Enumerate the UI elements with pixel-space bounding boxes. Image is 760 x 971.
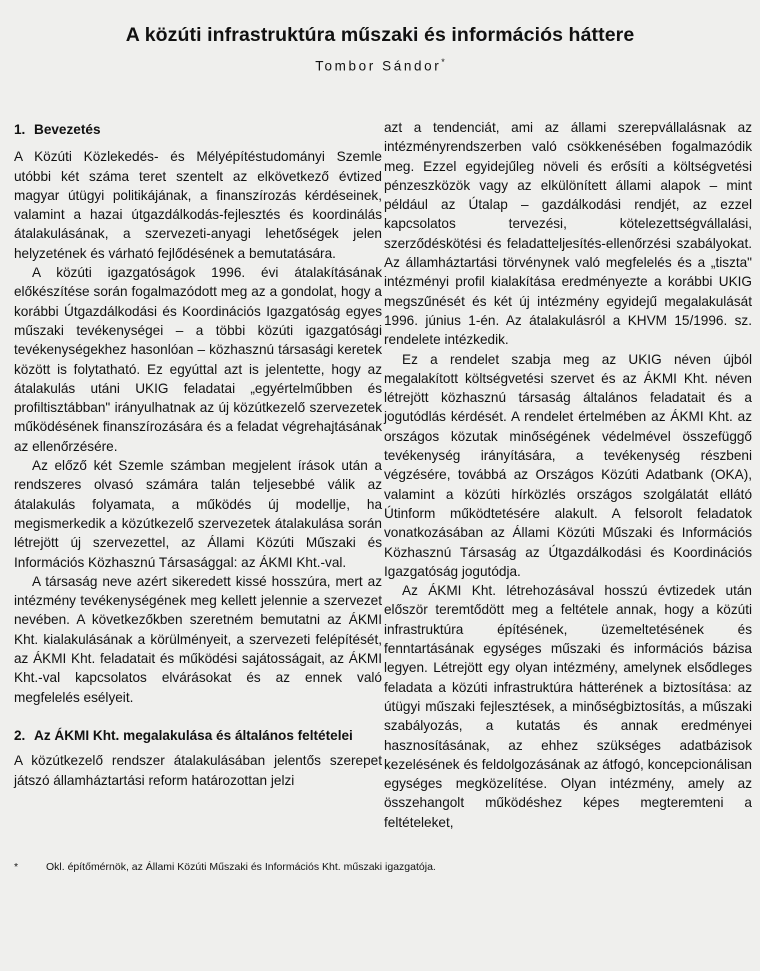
footnote-mark: * xyxy=(14,861,19,873)
footnote xyxy=(14,860,754,874)
paragraph: azt a tendenciát, ami az állami szerepvállalásnak az intézményrendszerben való csökkenésében fogalmazódik meg. Ezzel egyidejűleg növeli és erősíti a költségvetési pénzeszközök vagy az elkülönített állami alapok – mint például az Útalap – gazdálkodási rendjét, az ezzel kapcsolatos tervezési, kötelezettségvállalási, szerződéskötési és feladatteljesítés-ellenőrzési szabályokat. Az államháztartási törvénynek való megfelelés és a „tiszta" intézményi profil kialakítása eredményezte a korábbi UKIG megszűnését és két új intézmény egyidejű megalakulását 1996. június 1-én. Az átalakulásról a KHVM 15/1996. sz. rendelete intézkedik. xyxy=(384,120,752,348)
author-line xyxy=(0,57,760,74)
left-column xyxy=(14,118,382,790)
paragraph: A társaság neve azért sikeredett kissé hosszúra, mert az intézmény tevékenységének meg kellett jelennie a szervezet nevében. A következőkben szeretném bemutatni az ÁKMI Kht. kialakulásának a körülményeit, a szervezeti felépítését, az ÁKMI Kht. feladatait és működési sajátosságait, az ÁKMI Kht.-val kapcsolatos elvárásokat és az ennek való megfelelés esélyeit. xyxy=(14,573,382,705)
paragraph: Az előző két Szemle számban megjelent írások után a rendszeres olvasó számára talán teljesebbé válik az átalakulás folyamata, a működés új modellje, ha megismerkedik a közútkezelő szervezetek átalakulása során létrejött új szervezettel, az Állami Közúti Műszaki és Információs Közhasznú Társasággal: az ÁKMI Kht.-val. xyxy=(14,458,382,570)
section-number: 1. xyxy=(14,122,26,137)
section-title: Az ÁKMI Kht. megalakulása és általános feltételei xyxy=(34,727,353,743)
paragraph: A közútkezelő rendszer átalakulásában jelentős szerepet játszó államháztartási reform határozottan jelzi xyxy=(14,753,382,788)
section-title: Bevezetés xyxy=(34,122,101,137)
author-footnote-mark: * xyxy=(441,57,445,67)
paragraph: Ez a rendelet szabja meg az UKIG néven újból megalakított költségvetési szervet és az ÁKMI Kht. néven létrejött közhasznú társaság általános feladatait és a jogutódlás kérdését. A rendelet értelmében az ÁKMI Kht. az országos közutak minőségének védelmével összefüggő tevékenység irányítására, a tevékenység részbeni végzésére, továbbá az Országos Közúti Adatbank (OKA), valamint a közúti hírközlés országos szolgálatát ellátó Útinform működtetésére alakult. A felsorolt feladatok vonatkozásában az Állami Közúti Műszaki és Információs Közhasznú Társaság az Útgazdálkodási és Koordinációs Igazgatóság jogutódja. xyxy=(384,351,752,579)
footnote-text: Okl. építőmérnök, az Állami Közúti Műszaki és Információs Kht. műszaki igazgatója. xyxy=(46,861,436,873)
paragraph: A Közúti Közlekedés- és Mélyépítéstudományi Szemle utóbbi két száma teret szentelt az elkövetkező évtized magyar útügyi politikájának, a finanszírozás kérdéseinek, valamint a hazai útgazdálkodás-fejlesztés és koordinálás átalakulásának, a szervezeti-anyagi lehetőségek jelen helyzetének és várható fejlődésének a bemutatására. xyxy=(14,149,382,261)
author-name: Tombor Sándor xyxy=(315,58,442,74)
right-column xyxy=(384,118,752,832)
paragraph: Az ÁKMI Kht. létrehozásával hosszú évtizedek után először teremtődött meg a feltétele annak, hogy a közúti infrastruktúra építésének, üzemeltetésének és fenntartásának egységes műszaki és információs bázisa legyen. Létrejött egy olyan intézmény, amelynek elsődleges feladata a közúti infrastruktúra hátterének a biztosítása: az útügyi műszaki fejlesztések, a minőségbiztosítás, a műszaki szabályozás, a kutatás és annak eredményei hasznosításának, az ehhez szükséges adatbázisok kezelésének és feldolgozásának az átfogó, koncepcionálisan egységes megközelítése. Olyan intézmény, amely az összehangolt működéshez képes megteremteni a feltételeket, xyxy=(384,583,752,830)
section-heading-1 xyxy=(14,120,382,139)
section-number: 2. xyxy=(14,727,26,743)
paragraph: A közúti igazgatóságok 1996. évi átalakításának előkészítése során fogalmazódott meg az a gondolat, hogy a korábbi Útgazdálkodási és Koordinációs Igazgatóság egyes műszaki tevékenységei – a többi közúti igazgatósági tevékenységekhez hasonlóan – közhasznú társasági keretek között is folytatható. Ez egyúttal azt is jelentette, hogy az átalakulás utáni UKIG feladatai „egyértelműbben és profiltisztábban" irányulhatnak az új közútkezelő szervezetek működésének finanszírozására és a feladat végrehajtásának az ellenőrzésére. xyxy=(14,265,382,454)
section-heading-2 xyxy=(14,726,382,745)
article-title: A közúti infrastruktúra műszaki és információs háttere xyxy=(125,24,635,46)
